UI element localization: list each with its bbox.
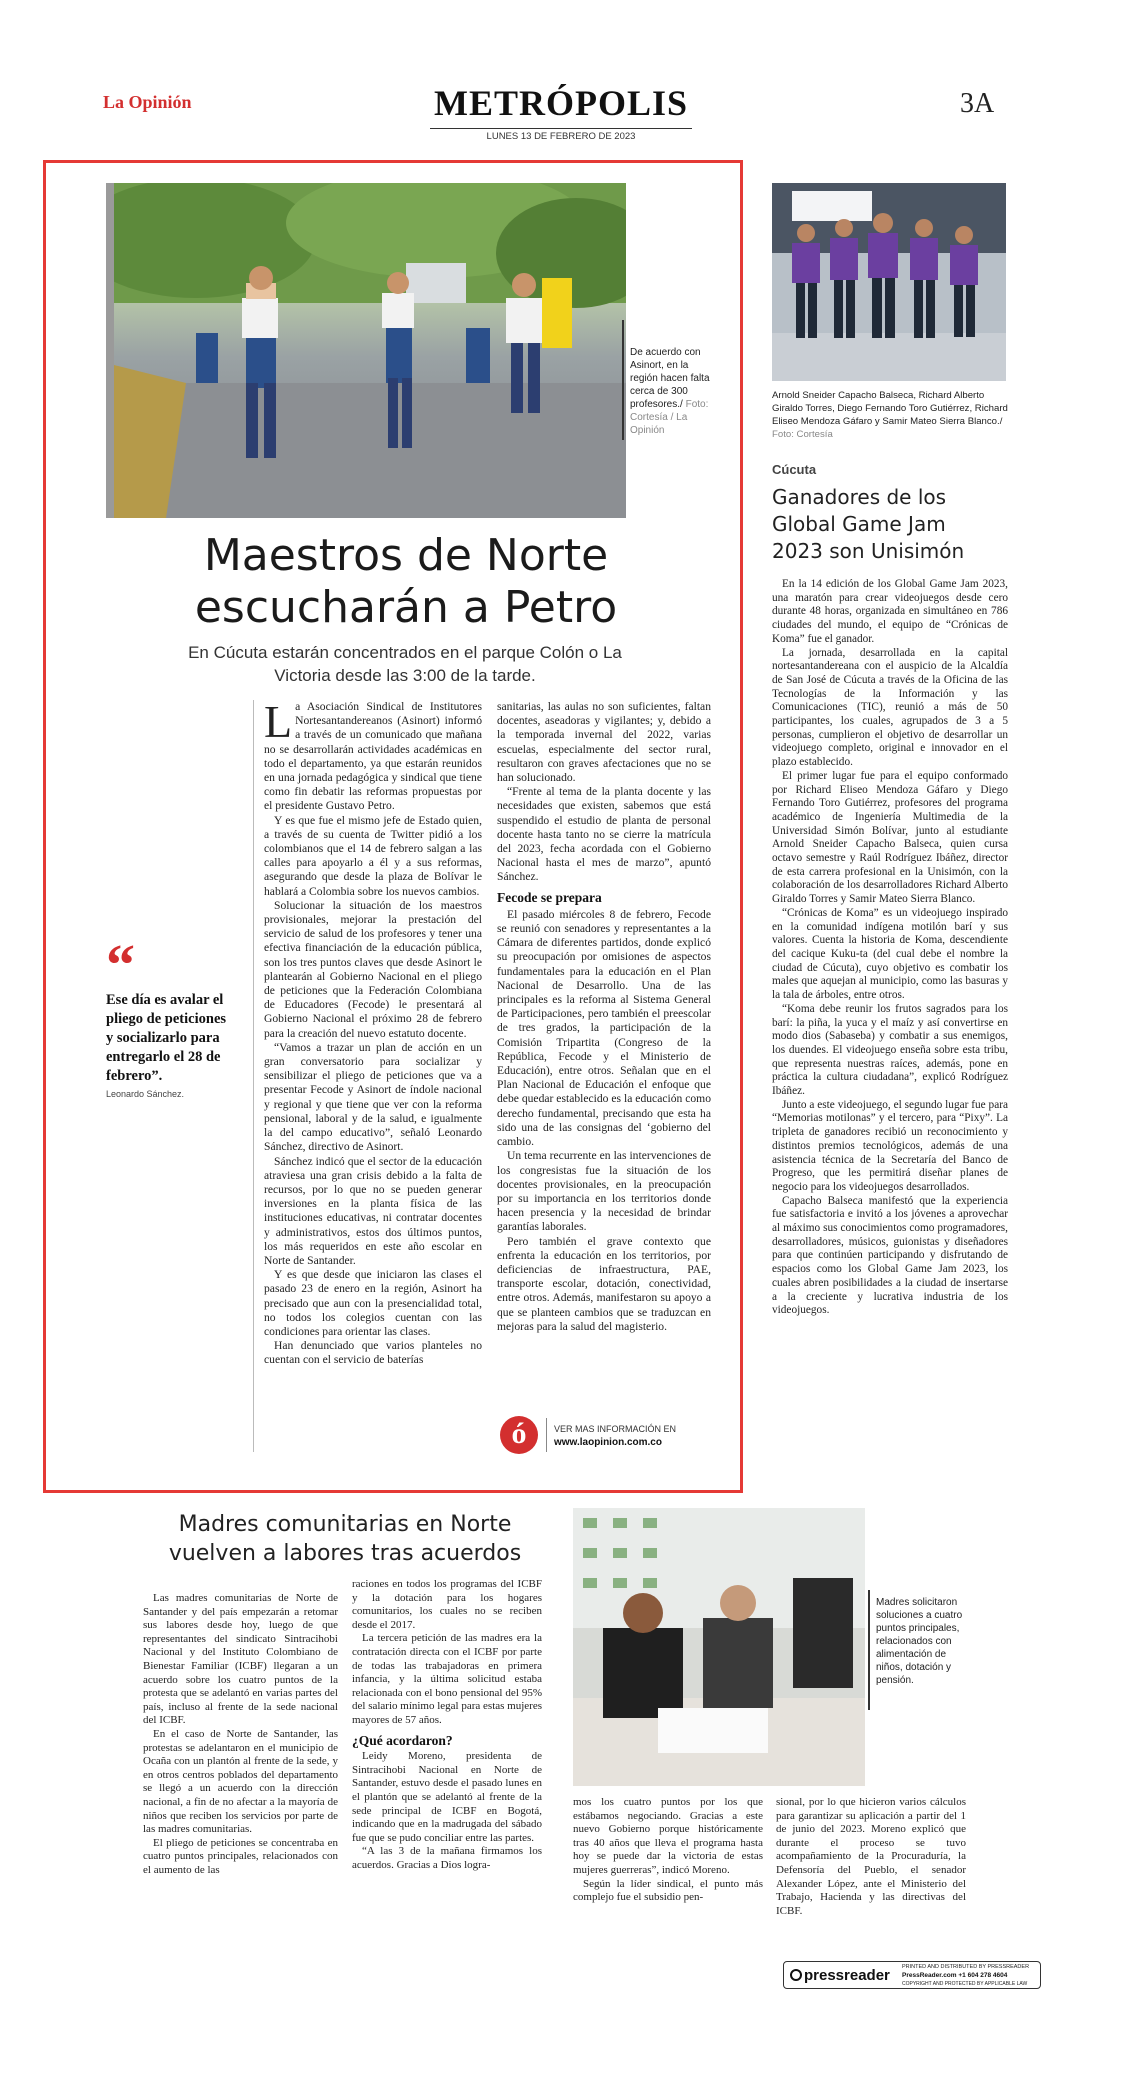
side-p1: En la 14 edición de los Global Game Jam 2023, una maratón para crear videojuegos desde cero durante 48 horas, organizada en simultáneo en 786 ciudades del mundo, el equipo de “Crónicas de Koma” fue el ganador. [772, 578, 1008, 645]
main-column-2 [497, 700, 711, 1334]
main-col1-p2: Y es que fue el mismo jefe de Estado quien, a través de su cuenta de Twitter pidió a los colombianos que el 14 de febrero salgan a las calles para apoyarlo a él y a sus reformas, asegurando que desde la plaza de Bolívar le hablará a Colombia sobre los nuevos cambios. [264, 813, 482, 898]
march-scene-graphic [106, 183, 626, 518]
more-info-divider [546, 1418, 547, 1452]
bottom-column-3 [573, 1796, 763, 1905]
main-col2-p1: sanitarias, las aulas no son suficientes, faltan docentes, aseadoras y vigilantes; y, debido a la temporada invernal del 2022, varias escuelas, especialmente del sector rural, resultaron con graves afectaciones que no se han solucionado. [497, 700, 711, 785]
side-p4: “Crónicas de Koma” es un videojuego inspirado en la comunidad indígena motilón barí y sus valores. Cuenta la historia de Koma, descendiente del cacique Kuku-ta (del cual debe el nombre la ciudad de Cúcuta), cuyo objetivo es combatir los males que aquejan al municipio, como las basuras y la tala de árboles, entre otros. [772, 906, 1008, 1002]
main-story-photo[interactable] [106, 183, 626, 518]
more-info-box[interactable] [498, 1412, 708, 1458]
winners-group-graphic [772, 183, 1006, 381]
main-headline-line1: Maestros de Norte [203, 530, 609, 581]
pressreader-footer[interactable] [783, 1961, 1041, 1989]
more-info-url[interactable]: www.laopinion.com.co [554, 1437, 662, 1448]
main-col2-p2: “Frente al tema de la planta docente y las necesidades que existen, sabemos que está suspendido el estudio de planta de personal docente hasta tanto no se cierre la matrícula del 2023, fecha acordada con el Gobierno Nacional hasta el mes de marzo”, apuntó Sánchez. [497, 785, 711, 884]
bottom-c2-p2: La tercera petición de las madres era la contratación directa con el ICBF por parte de todas las trabajadoras en primera infancia, y la última solicitud estaba relacionada con el bono pensional del 95% del salario mínimo legal para estas mujeres mayores de 57 años. [352, 1632, 542, 1726]
page-date: LUNES 13 DE FEBRERO DE 2023 [430, 128, 692, 142]
bottom-c4-p1: sional, por lo que hicieron varios cálculos para garantizar su aplicación a partir del 1 de junio del 2023. Moreno explicó que durante el proceso se tuvo acompañamiento de la Procuraduría, la Defensoría del Pueblo, el senador Alexander López, ante el Ministerio del Trabajo, Hacienda y las directivas del ICBF. [776, 1796, 966, 1917]
main-deck: En Cúcuta estarán concentrados en el parque Colón o La Victoria desde las 3:00 de la tarde. [188, 643, 622, 685]
bottom-headline-line1: Madres comunitarias en Norte [178, 1512, 512, 1537]
main-photo-caption-text: De acuerdo con Asinort, en la región hacen falta cerca de 300 profesores./ [630, 347, 710, 410]
column-rule [253, 700, 254, 1452]
bottom-c2-p3: Leidy Moreno, presidenta de Sintracihobi Nacional en Norte de Santander, estuvo desde el pasado lunes en el plantón que se adelantó al frente de la sede principal de ICBF en Bogotá, indicando que en la madrugada del sábado fue que se pudo conciliar entre las partes. [352, 1750, 542, 1844]
main-column-1 [264, 696, 482, 1368]
logo-letter: ó [511, 1417, 527, 1450]
bottom-subhead: ¿Qué acordaron? [352, 1732, 453, 1748]
main-col2-p3: El pasado miércoles 8 de febrero, Fecode se reunió con senadores y representantes a la Cámara de diferentes partidos, donde explicó su preocupación por omisiones de aspectos fundamentales para la educación en el Plan Nacional de Desarrollo. Una de las principales es la reforma al Sistema General de Participaciones, pero también el preescolar de tres grados, la participación de la Comisión Tripartita (Congreso de la República, Fecode y el Ministerio de Educación), entre otros. Señalan que en el Plan Nacional de Educación el enfoque que debe quedar establecido es la educación como derecho fundamental, precisando que esta ha sido una de las consignas del ‘gobierno del cambio. [497, 907, 711, 1149]
pressreader-printed: PRINTED AND DISTRIBUTED BY PRESSREADER [902, 1964, 1030, 1970]
pull-quote-author: Leonardo Sánchez. [106, 1089, 185, 1099]
main-col2-p5: Pero también el grave contexto que enfrenta la educación en los territorios, por deficiencias de infraestructura, PAE, transporte escolar, dotación, conectividad, entre otros. Además, manifestaron su apoyo a que se planteen cambios que se traduzcan en mejoras para la salud del magisterio. [497, 1234, 711, 1333]
bottom-c3-p1: mos los cuatro puntos por los que estábamos negociando. Gracias a este nuevo Gobierno porque históricamente tras 40 años que lleva el programa hasta hoy se puede dar la victoria de estas mujeres guerreras”, indicó Moreno. [573, 1796, 763, 1876]
bottom-column-2 [352, 1578, 542, 1872]
side-p3: El primer lugar fue para el equipo conformado por Richard Eliseo Mendoza Gáfaro y Diego Fernando Toro Gutiérrez, profesores del programa académico de Ingeniería Multimedia de la Universidad Simón Bolívar, junto al estudiante Arnold Sneider Capacho Balseca, quien cursa octavo semestre y Raúl Rodríguez Ibáñez, director de esta carrera profesional en la Unisimón, con la colaboración de los desarrolladores Richard Alberto Giraldo Torres y Samir Mateo Sierra Blanco. [772, 769, 1008, 906]
bottom-story-photo[interactable] [573, 1508, 865, 1786]
pressreader-logo [790, 1967, 890, 1984]
side-p5: “Koma debe reunir los frutos sagrados para los barí: la piña, la yuca y el maíz y así convertirse en modo dios (Sabaseba) y combatir a sus enemigos, los duendes. El videojuego enseña sobre esta tribu, que representa nuestras raíces, además, pone en práctica la cultura ciudadana”, explicó Rodríguez Ibáñez. [772, 1002, 1008, 1098]
pressreader-phone: PressReader.com +1 604 278 4604 [902, 1972, 1008, 1979]
pull-quote-mark: “ [106, 932, 135, 997]
main-col1-p3: Solucionar la situación de los maestros provisionales, mejorar la prestación del servicio de salud de los profesores y tener una efectiva financiación de la educación pública, son los tres puntos claves que desde Asinort le plantearán al Gobierno Nacional en el pliego de peticiones que la Federación Colombiana de Educadores (Fecode) le presentará al Gobierno Nacional el próximo 28 de febrero para la creación del nuevo estatuto docente. [264, 898, 482, 1040]
main-col1-p6: Y es que desde que iniciaron las clases el pasado 23 de enero en la región, Asinort ha precisado que aun con la presencialidad total, no todos los colegios cuentan con las condiciones para orientar las clases. [264, 1268, 482, 1338]
bottom-headline-line2: vuelven a labores tras acuerdos [168, 1541, 522, 1566]
pull-quote-text: Ese día es avalar el pliego de peticiones y socializarlo para entregarlo el 28 de febrero”. [106, 992, 227, 1084]
main-headline-line2: escucharán a Petro [194, 582, 618, 633]
side-photo-caption-text: Arnold Sneider Capacho Balseca, Richard Alberto Giraldo Torres, Diego Fernando Toro Gutiérrez, Richard Eliseo Mendoza Gáfaro y Samir Mateo Sierra Blanco./ [772, 390, 1008, 427]
side-photo-credit: Foto: Cortesía [772, 429, 833, 440]
laopinion-logo-icon [500, 1416, 538, 1454]
brand-logo[interactable]: La Opinión [103, 92, 192, 112]
side-story-photo[interactable] [772, 183, 1006, 381]
pressreader-wordmark: pressreader [804, 1967, 890, 1984]
pressreader-icon [790, 1969, 802, 1981]
pull-quote [106, 932, 236, 1099]
pressreader-copyright: COPYRIGHT AND PROTECTED BY APPLICABLE LAW [902, 1981, 1028, 1987]
bottom-c1-p2: En el caso de Norte de Santander, las protestas se adelantaron en el municipio de Ocaña con un plantón al frente de la sede, y en otros centros poblados del departamento se llegó a un acuerdo con la dirección nacional, a fin de no afectar a la mayoría de niños que reciben los servicios por parte de las madres comunitarias. [143, 1727, 338, 1836]
main-col1-p7: Han denunciado que varios planteles no cuentan con el servicio de baterías [264, 1339, 482, 1367]
side-headline: Ganadores de los Global Game Jam 2023 son Unisimón [772, 485, 965, 563]
side-p6: Junto a este videojuego, el segundo lugar fue para “Memorias motilonas” y el tercero, para “Pixy”. La tripleta de ganadores recibió un reconocimiento y distintos premios tecnológicos, además de una asistencia técnica de la Secretaría del Banco de Progreso, que les permitirá diseñar planes de negocio para los videojuegos desarrollados. [772, 1098, 1008, 1193]
side-story-body [772, 578, 1008, 1318]
side-p2: La jornada, desarrollada en la capital nortesantandereana con el auspicio de la Alcaldía de San José de Cúcuta a través de la Oficina de las Tecnologías de la Información y las Comunicaciones (TIC), reunió a más de 50 participantes, los cuales, agrupados de 3 a 5 personas, cumplieron el objetivo de desarrollar un videojuego completo, original e innovador en el plazo establecido. [772, 646, 1008, 769]
page-number: 3A [960, 88, 995, 119]
bottom-c2-p4: “A las 3 de la mañana firmamos los acuerdos. Gracias a Dios logra- [352, 1845, 542, 1871]
bottom-photo-rule [868, 1590, 870, 1710]
main-subhead: Fecode se prepara [497, 889, 602, 905]
bottom-column-4 [776, 1796, 966, 1918]
section-title: METRÓPOLIS [433, 83, 689, 123]
photo-caption-rule [622, 320, 624, 440]
side-kicker: Cúcuta [772, 462, 817, 477]
bottom-c3-p2: Según la líder sindical, el punto más complejo fue el subsidio pen- [573, 1877, 763, 1904]
main-col1-p4: “Vamos a trazar un plan de acción en un gran conversatorio para socializar y sensibilizar el pliego de peticiones que va a presentar Fecode y Asinort de índole nacional y regional y que tiene que ver con la reforma pensional, laboral y de la salud, e igualmente la del campo educativo”, señaló Leonardo Sánchez, directivo de Asinort. [264, 1040, 482, 1154]
main-photo-credit: Foto: Cortesía / La Opinión [630, 399, 709, 436]
main-col1-p5: Sánchez indicó que el sector de la educación atraviesa una gran crisis debido a la falta de recursos, por lo que no se pueden generar inversiones en la planta física de las instituciones educativas, ni contratar docentes y administrativos, estos dos últimos puntos, los más requeridos en este año escolar en Norte de Santander. [264, 1154, 482, 1267]
signing-scene-graphic [573, 1508, 865, 1786]
bottom-c2-p1: raciones en todos los programas del ICBF y la dotación para los hogares comunitarios, los cuales no se reciben desde el 2017. [352, 1578, 542, 1631]
main-col1-p1: a Asociación Sindical de Institutores Nortesantandereanos (Asinort) informó a través de un comunicado que mañana no se desarrollarán actividades académicas en todo el departamento, ya que estarán reunidos en una jornada pedagógica y sindical que tiene como fin debatir las reformas propuestas por el presidente Gustavo Petro. [264, 700, 482, 813]
bottom-photo-caption: Madres solicitaron soluciones a cuatro puntos principales, relacionados con alimentación de niños, dotación y pensión. [876, 1597, 963, 1686]
bottom-headline [140, 1510, 550, 1568]
bottom-c1-p3: El pliego de peticiones se concentraba en cuatro puntos principales, relacionados con el aumento de las [143, 1836, 338, 1876]
more-info-label: VER MAS INFORMACIÓN EN [554, 1424, 677, 1434]
main-photo-caption [630, 346, 710, 437]
main-col2-p4: Un tema recurrente en las intervenciones de los congresistas fue la situación de los docentes provisionales, en la preocupación por su importancia en los territorios donde hacen presencia y la necesidad de brindar garantías laborales. [497, 1149, 711, 1234]
side-photo-caption [772, 389, 1008, 441]
bottom-c1-p1: Las madres comunitarias de Norte de Santander y del país empezarán a retomar sus labores desde hoy, luego de que representantes del sindicato Sintracihobi Nacional y del Instituto Colombiano de Bienestar Familiar (ICBF) llegaran a un acuerdo sobre los cuatro puntos de la protesta que se adelantó en varias partes del país, incluso al frente de la sede nacional del ICBF. [143, 1592, 338, 1727]
bottom-column-1 [143, 1592, 338, 1877]
main-headline [106, 530, 706, 634]
side-p7: Capacho Balseca manifestó que la experiencia fue satisfactoria e invitó a los jóvenes a aprovechar al máximo sus conocimientos como programadores, desarrolladores, músicos, guionistas y diseñadores para que continúen participando y disfrutando de espacios como los Global Game Jam 2023, los cuales abren posibilidades a la ciudad de insertarse a la creciente y lucrativa industria de los videojuegos. [772, 1194, 1008, 1317]
drop-cap: L [264, 696, 293, 747]
